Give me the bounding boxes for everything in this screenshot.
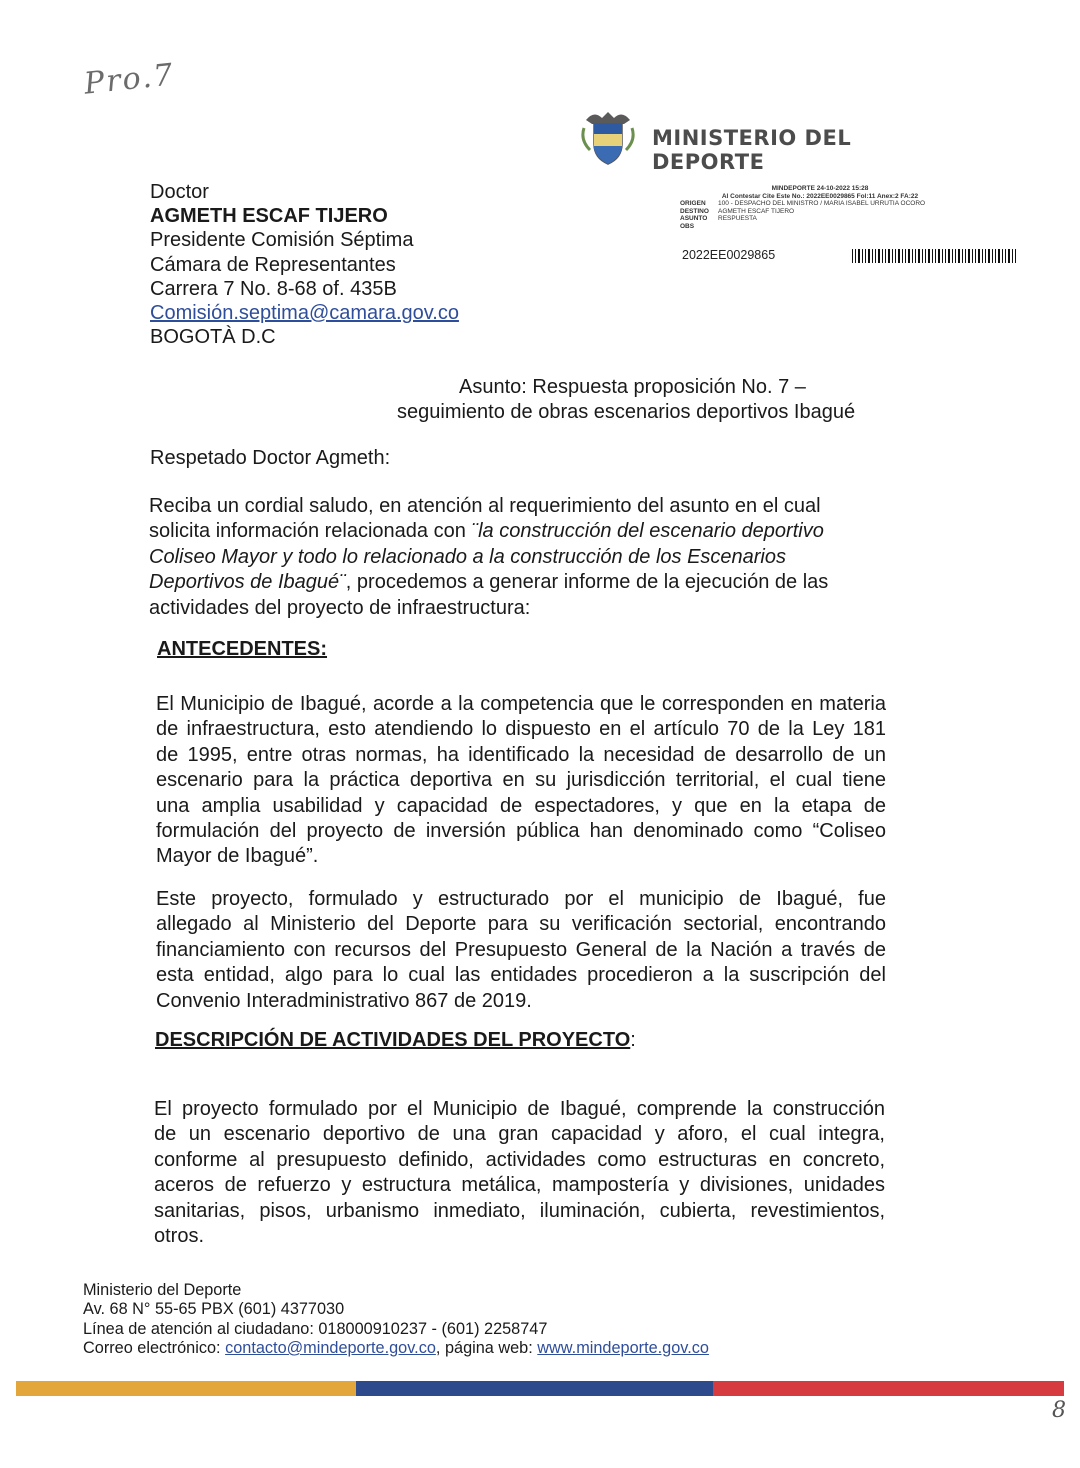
footer-entity: Ministerio del Deporte — [83, 1281, 242, 1299]
paragraph-line: aceros de refuerzo y estructura metálica, mampostería y divisiones, unidades — [154, 1174, 885, 1197]
paragraph-line: sanitarias, pisos, urbanismo inmediato, iluminación, cubierta, revestimientos, — [154, 1199, 885, 1222]
paragraph-line: Este proyecto, formulado y estructurado por el municipio de Ibagué, fue — [156, 888, 886, 910]
intro-line: solicita información relacionada con ¨la construcción del escenario deportivo — [149, 520, 824, 543]
intro-line: Coliseo Mayor y todo lo relacionado a la construcción de los Escenarios — [149, 545, 787, 568]
stamp-cite-line: Al Contestar Cite Este No.: 2022EE0029865 Fol:11 Anex:2 FA:22 — [721, 192, 919, 200]
section-heading-descripcion: DESCRIPCIÓN DE ACTIVIDADES DEL PROYECTO: — [155, 1029, 636, 1051]
paragraph-line: conforme al presupuesto definido, actividades como estructuras en concreto, — [154, 1148, 885, 1171]
paragraph-line: escenario para la práctica deportiva en su jurisdicción territorial, el cual tiene — [156, 769, 886, 792]
flag-stripe-blue — [356, 1381, 713, 1396]
descripcion-paragraph — [154, 1097, 885, 1249]
paragraph-line: de infraestructura, esto atendiendo lo dispuesto en el artículo 70 de la Ley 181 — [156, 718, 886, 741]
colombia-coat-of-arms-icon — [580, 106, 636, 166]
paragraph-line: formulación del proyecto de inversión pública han denominado como “Coliseo — [156, 820, 886, 843]
paragraph-line: financiamiento con recursos del Presupuesto General de la Nación a través de — [156, 938, 886, 961]
recipient-position: Presidente Comisión Séptima — [150, 229, 414, 252]
flag-stripe — [16, 1381, 1064, 1396]
radicado-number: 2022EE0029865 — [682, 248, 776, 262]
stamp-destino-value: AGMETH ESCAF TIJERO — [718, 207, 795, 215]
footer — [83, 1281, 709, 1358]
paragraph-line: otros. — [154, 1225, 205, 1248]
stamp-asunto-value: RESPUESTA — [718, 215, 757, 222]
stamp-destino-label: DESTINO — [680, 207, 709, 215]
recipient-organization: Cámara de Representantes — [150, 253, 396, 276]
intro-line: actividades del proyecto de infraestructura: — [149, 596, 531, 619]
paragraph-line: una amplia usabilidad y capacidad de espectadores, y que en la etapa de — [156, 794, 886, 817]
page-mark: 8 — [1052, 1398, 1066, 1423]
footer-contact-line: Correo electrónico: contacto@mindeporte.gov.co, página web: www.mindeporte.gov.co — [83, 1338, 709, 1357]
greeting: Respetado Doctor Agmeth: — [150, 447, 391, 469]
recipient-email-link[interactable]: Comisión.septima@camara.gov.co — [150, 302, 459, 325]
intro-line: Deportivos de Ibagué¨, procedemos a generar informe de la ejecución de las — [149, 571, 829, 594]
stamp-asunto-label: ASUNTO — [680, 215, 708, 222]
ministry-logo — [568, 102, 960, 172]
recipient-name: AGMETH ESCAF TIJERO — [150, 205, 388, 228]
footer-web-link[interactable]: www.mindeporte.gov.co — [537, 1338, 709, 1357]
subject-line-1: Asunto: Respuesta proposición No. 7 – — [459, 376, 806, 398]
recipient-block — [150, 180, 459, 349]
filing-stamp — [680, 185, 960, 230]
stamp-date-line: MINDEPORTE 24-10-2022 15:28 — [771, 185, 869, 192]
footer-address: Av. 68 N° 55-65 PBX (601) 4377030 — [83, 1300, 345, 1319]
stamp-origen-value: 100 - DESPACHO DEL MINISTRO / MARIA ISABEL URRUTIA OCORO — [718, 200, 926, 207]
section-heading-antecedentes: ANTECEDENTES: — [157, 638, 328, 660]
paragraph-line: Convenio Interadministrativo 867 de 2019. — [156, 989, 532, 1012]
paragraph-line: de un escenario deportivo de una gran capacidad y aforo, el cual integra, — [154, 1123, 885, 1146]
stamp-origen-label: ORIGEN — [680, 200, 706, 207]
ministry-name: MINISTERIO DEL DEPORTE — [652, 126, 852, 174]
paragraph-line: El proyecto formulado por el Municipio de Ibagué, comprende la construcción — [154, 1098, 885, 1120]
paragraph-line: El Municipio de Ibagué, acorde a la competencia que le corresponden en materia — [156, 693, 886, 715]
paragraph-line: Mayor de Ibagué”. — [156, 845, 319, 868]
flag-stripe-yellow — [16, 1381, 356, 1396]
stamp-obs-label: OBS — [680, 222, 695, 230]
footer-email-link[interactable]: contacto@mindeporte.gov.co — [225, 1338, 436, 1357]
intro-line: Reciba un cordial saludo, en atención al requerimiento del asunto en el cual — [149, 495, 821, 517]
barcode-icon — [852, 249, 1016, 263]
recipient-address: Carrera 7 No. 8-68 of. 435B — [150, 277, 397, 300]
paragraph-line: de 1995, entre otras normas, ha identificado la necesidad de desarrollo de un — [156, 743, 886, 766]
antecedentes-paragraph-2 — [156, 887, 886, 1014]
subject-line-2: seguimiento de obras escenarios deportivos Ibagué — [397, 401, 856, 423]
flag-stripe-red — [713, 1381, 1064, 1396]
antecedentes-paragraph-1 — [156, 692, 886, 870]
paragraph-line: allegado al Ministerio del Deporte para su verificación sectorial, encontrando — [156, 913, 886, 936]
footer-phone: Línea de atención al ciudadano: 018000910237 - (601) 2258747 — [83, 1319, 548, 1338]
intro-paragraph — [149, 494, 828, 621]
handwritten-note: Pro.7 — [82, 57, 177, 102]
paragraph-line: esta entidad, algo para lo cual las entidades procedieron a la suscripción del — [156, 964, 886, 987]
recipient-title: Doctor — [150, 181, 209, 203]
recipient-city: BOGOTÀ D.C — [150, 326, 276, 349]
